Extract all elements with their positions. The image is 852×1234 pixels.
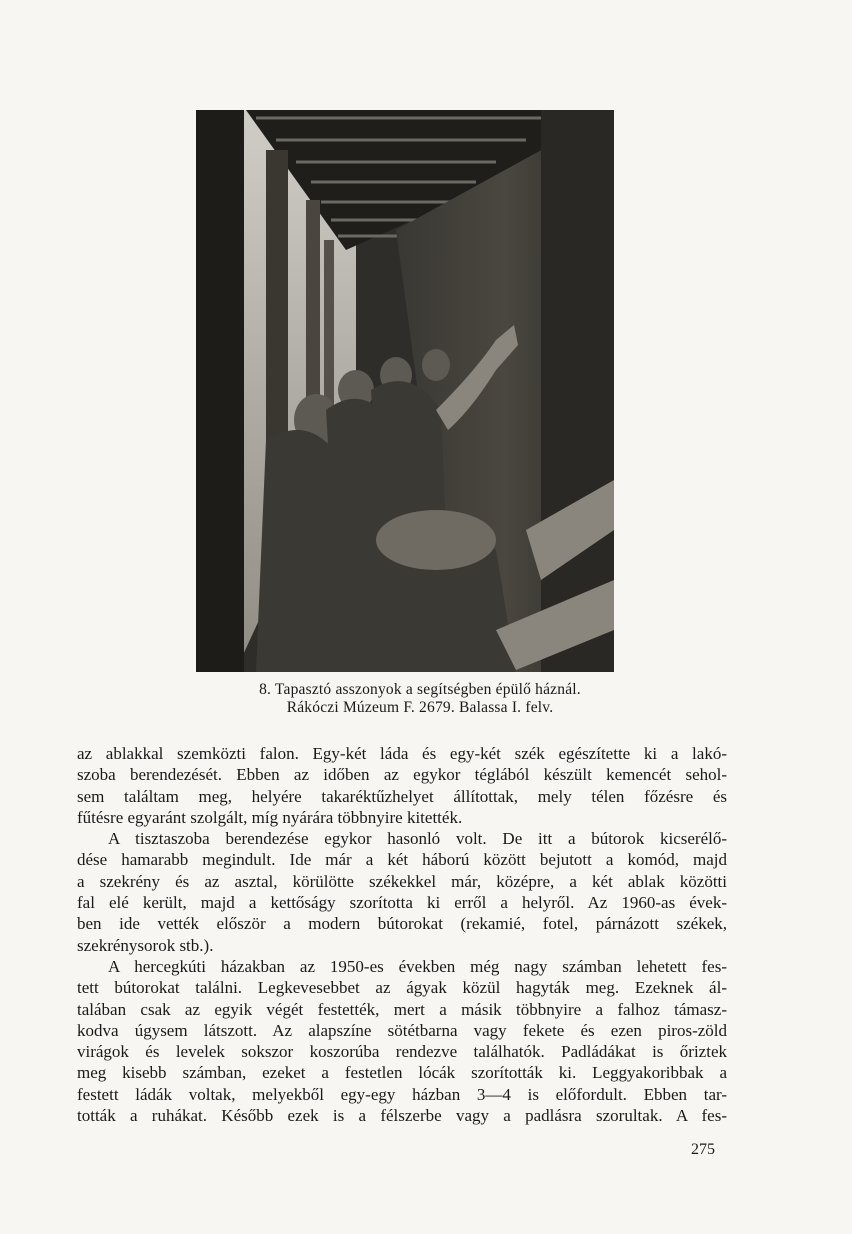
text-line: A tisztaszoba berendezése egykor hasonló volt. De itt a bútorok kicserélő- [108, 829, 727, 849]
text-line: ben ide vették először a modern bútorokat (rekamié, fotel, párnázott székek, [77, 914, 727, 934]
figure-caption-line-1: 8. Tapasztó asszonyok a segítségben épülő háznál. [259, 681, 581, 698]
text-line: A hercegkúti házakban az 1950-es években még nagy számban lehetett fes- [108, 956, 727, 976]
figure-caption-line-2: Rákóczi Múzeum F. 2679. Balassa I. felv. [286, 699, 554, 716]
text-line: szekrénysorok stb.). [77, 935, 214, 955]
body-text [77, 743, 727, 1126]
text-line: virágok és levelek sokszor koszorúba rendezve találhatók. Padládákat is őriztek [77, 1042, 727, 1062]
page-number: 275 [691, 1141, 715, 1158]
text-line: talában csak az egyik végét festették, mert a másik többnyire a falhoz támasz- [77, 999, 727, 1019]
text-line: szoba berendezését. Ebben az időben az egykor téglából készült kemencét sehol- [77, 765, 727, 785]
photograph-women-plastering-wall [196, 110, 614, 672]
text-line: fal elé került, majd a kettőságy szorította ki erről a helyről. Az 1960-as évek- [77, 893, 727, 913]
text-line: tett bútorokat találni. Legkevesebbet az ágyak közül hagyták meg. Ezeknek ál- [77, 978, 727, 998]
text-line: tották a ruhákat. Később ezek is a félszerbe vagy a padlásra szorultak. A fes- [77, 1106, 727, 1126]
photo-illustration [196, 110, 614, 672]
text-line: dése hamarabb megindult. Ide már a két háború között bejutott a komód, majd [77, 850, 727, 870]
text-line: az ablakkal szemközti falon. Egy-két láda és egy-két szék egészítette ki a lakó- [77, 744, 727, 763]
text-line: kodva úgysem látszott. Az alapszíne sötétbarna vagy fekete és ezen piros-zöld [77, 1020, 727, 1040]
text-line: sem találtam meg, helyére takaréktűzhelyet állítottak, mely télen főzésre és [77, 786, 727, 806]
text-line: a szekrény és az asztal, körülötte székekkel már, középre, a két ablak közötti [77, 871, 727, 891]
text-line: festett ládák voltak, melyekből egy-egy házban 3—4 is előfordult. Ebben tar- [77, 1084, 727, 1104]
text-line: fűtésre egyaránt szolgált, míg nyárára többnyire kitették. [77, 807, 463, 827]
text-line: meg kisebb számban, ezeket a festetlen lócák szorították ki. Leggyakoribbak a [77, 1063, 727, 1083]
